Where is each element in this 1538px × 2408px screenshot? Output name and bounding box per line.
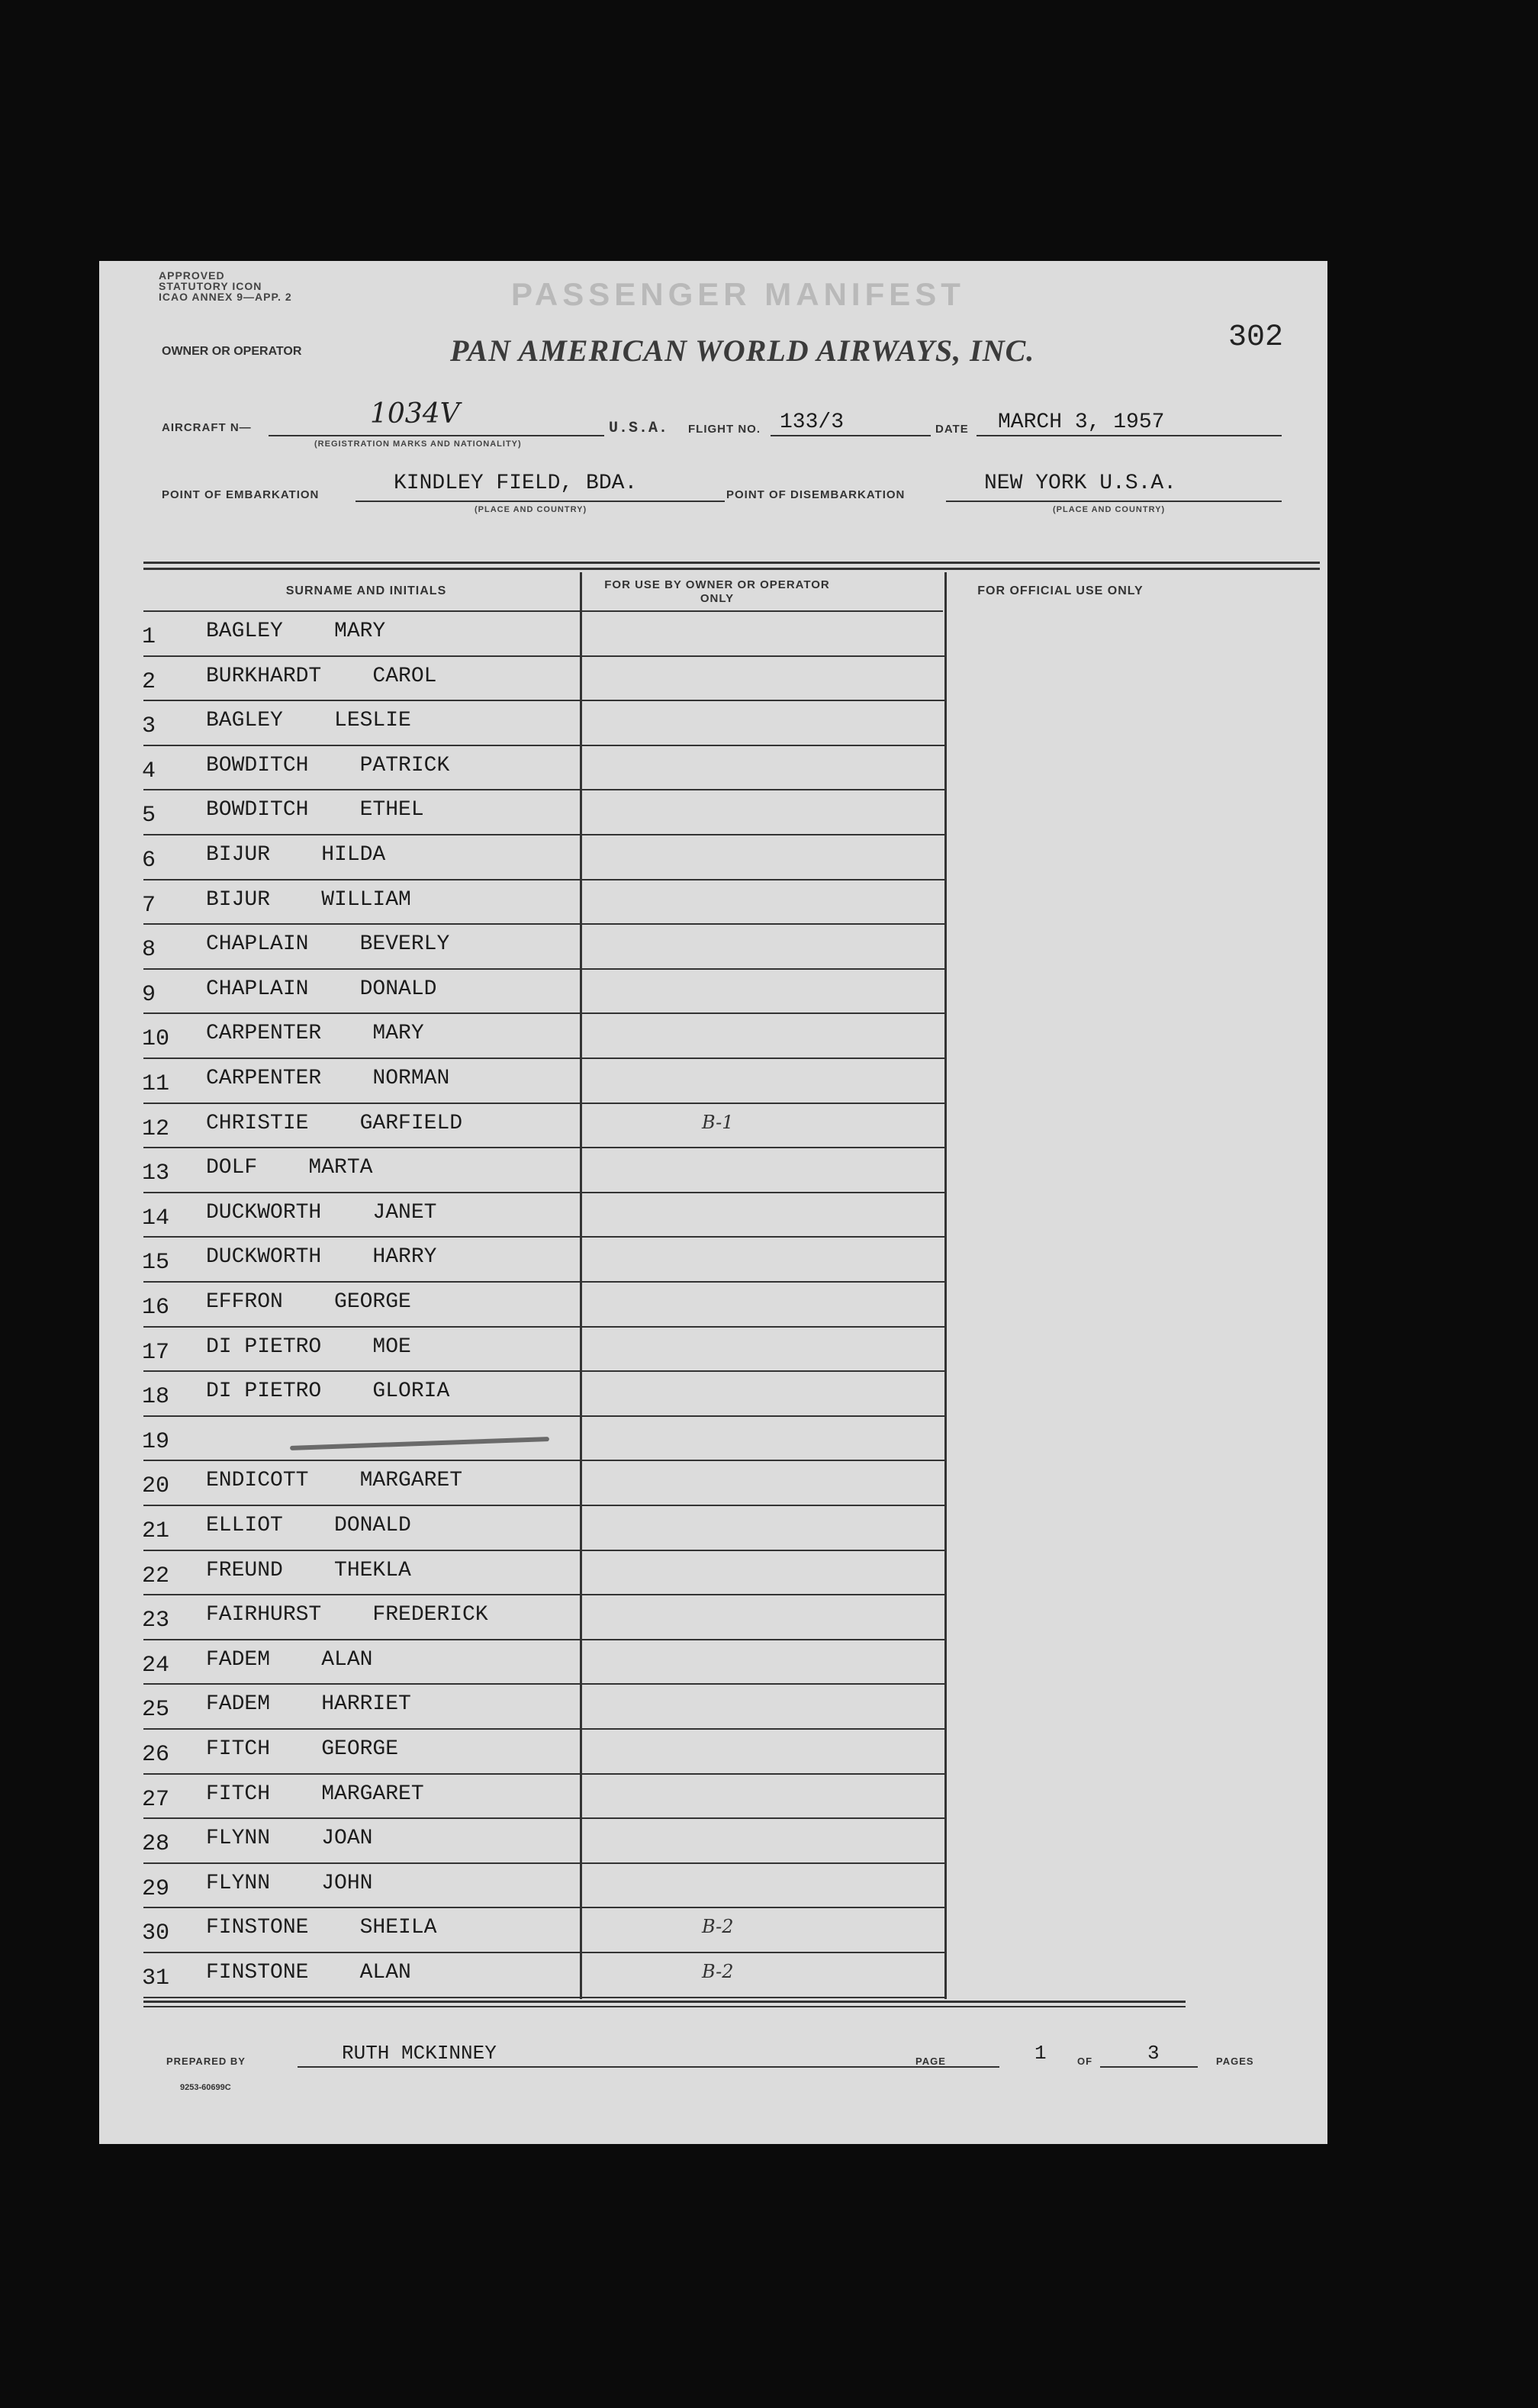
row-rule — [143, 1639, 944, 1640]
passenger-name: CHRISTIE GARFIELD — [206, 1111, 463, 1135]
row-rule — [143, 745, 944, 746]
row-rule — [143, 1192, 944, 1193]
row-rule — [143, 1728, 944, 1730]
passenger-name: DI PIETRO GLORIA — [206, 1379, 450, 1404]
row-number: 16 — [142, 1295, 170, 1321]
row-number: 13 — [142, 1161, 170, 1187]
row-rule — [143, 655, 944, 657]
operator-note: B-1 — [702, 1111, 734, 1133]
prepared-value: RUTH MCKINNEY — [342, 2042, 497, 2065]
date-label: DATE — [935, 423, 969, 436]
passenger-name: FINSTONE SHEILA — [206, 1916, 437, 1940]
row-rule — [143, 1370, 944, 1372]
row-number: 20 — [142, 1473, 170, 1500]
nationality: U.S.A. — [609, 420, 669, 437]
row-number: 2 — [142, 668, 156, 695]
row-number: 18 — [142, 1384, 170, 1411]
row-number: 17 — [142, 1339, 170, 1366]
row-rule — [143, 1058, 944, 1059]
airline-name: PAN AMERICAN WORLD AIRWAYS, INC. — [450, 333, 1035, 368]
row-number: 23 — [142, 1608, 170, 1634]
passenger-name: CARPENTER NORMAN — [206, 1067, 450, 1090]
row-number: 21 — [142, 1518, 170, 1544]
aircraft-underline — [269, 435, 604, 436]
manifest-page — [99, 261, 1327, 2144]
row-rule — [143, 879, 944, 880]
approval-stamp: APPROVED STATUTORY ICON ICAO ANNEX 9—APP. 2 — [159, 269, 292, 303]
surname-column-header: SURNAME AND INITIALS — [285, 584, 447, 597]
embarkation-sublabel: (PLACE AND COUNTRY) — [475, 505, 587, 514]
row-rule — [143, 923, 944, 925]
row-rule — [143, 1594, 944, 1595]
row-number: 12 — [142, 1115, 170, 1142]
row-rule — [143, 1997, 944, 1998]
row-rule — [143, 1550, 944, 1551]
row-number: 24 — [142, 1652, 170, 1679]
passenger-name: CHAPLAIN BEVERLY — [206, 932, 450, 957]
row-rule — [143, 1683, 944, 1685]
official-use-column-header: FOR OFFICIAL USE ONLY — [977, 584, 1144, 597]
row-number: 9 — [142, 981, 156, 1008]
row-rule — [143, 1862, 944, 1864]
prepared-label: PREPARED BY — [166, 2055, 246, 2067]
embarkation-value: KINDLEY FIELD, BDA. — [394, 472, 638, 495]
row-rule — [143, 1505, 944, 1506]
embarkation-label: POINT OF EMBARKATION — [162, 488, 320, 501]
row-number: 28 — [142, 1831, 170, 1858]
row-number: 8 — [142, 937, 156, 964]
row-rule — [143, 700, 944, 701]
flight-value: 133/3 — [780, 410, 845, 434]
flight-label: FLIGHT NO. — [688, 423, 761, 436]
passenger-name: BOWDITCH ETHEL — [206, 798, 424, 823]
of-underline — [1100, 2066, 1198, 2068]
table-top-rule-2 — [143, 568, 1320, 570]
date-value: MARCH 3, 1957 — [998, 410, 1165, 434]
passenger-name: BAGLEY LESLIE — [206, 709, 411, 733]
passenger-name: CARPENTER MARY — [206, 1022, 424, 1046]
column-divider-1 — [580, 572, 582, 1999]
row-number: 15 — [142, 1250, 170, 1276]
row-rule — [143, 1012, 944, 1014]
row-rule — [143, 1817, 944, 1819]
passenger-name: BIJUR WILLIAM — [206, 887, 411, 912]
of-label: OF — [1077, 2055, 1093, 2067]
passenger-name: BOWDITCH PATRICK — [206, 753, 450, 777]
owner-label: OWNER OR OPERATOR — [162, 345, 302, 358]
owner-use-column-header: FOR USE BY OWNER OR OPERATOR ONLY — [604, 578, 830, 605]
aircraft-value: 1034V — [370, 398, 460, 430]
row-number: 5 — [142, 803, 156, 829]
row-rule — [143, 1907, 944, 1908]
row-number: 4 — [142, 758, 156, 784]
passenger-name: DUCKWORTH HARRY — [206, 1245, 437, 1270]
passenger-name: ELLIOT DONALD — [206, 1514, 411, 1537]
row-rule — [143, 1147, 944, 1148]
passenger-name: FINSTONE ALAN — [206, 1961, 411, 1985]
page-value: 1 — [1034, 2042, 1047, 2065]
passenger-name: BURKHARDT CAROL — [206, 664, 437, 688]
passenger-name: DOLF MARTA — [206, 1156, 373, 1180]
disembarkation-value: NEW YORK U.S.A. — [984, 472, 1177, 495]
row-number: 25 — [142, 1697, 170, 1724]
pages-label: PAGES — [1216, 2055, 1254, 2067]
row-number: 11 — [142, 1071, 170, 1097]
row-rule — [143, 1773, 944, 1775]
row-number: 19 — [142, 1428, 170, 1455]
page-stamp: 302 — [1228, 320, 1284, 355]
table-bottom-rule — [143, 2001, 1186, 2003]
row-rule — [143, 968, 944, 970]
passenger-name: DI PIETRO MOE — [206, 1334, 411, 1359]
passenger-name: DUCKWORTH JANET — [206, 1200, 437, 1225]
embarkation-underline — [356, 501, 725, 502]
row-rule — [143, 789, 944, 790]
form-number: 9253-60699C — [180, 2083, 231, 2092]
table-top-rule — [143, 562, 1320, 564]
row-rule — [143, 1236, 944, 1238]
passenger-name: FREUND THEKLA — [206, 1558, 411, 1582]
passenger-name: ENDICOTT MARGARET — [206, 1469, 463, 1493]
passenger-name: FITCH MARGARET — [206, 1782, 424, 1806]
row-number: 31 — [142, 1965, 170, 1991]
row-rule — [143, 1952, 944, 1953]
disembarkation-underline — [946, 501, 1282, 502]
passenger-name: FITCH GEORGE — [206, 1737, 399, 1761]
row-number: 6 — [142, 848, 156, 874]
row-number: 27 — [142, 1786, 170, 1813]
prepared-underline — [298, 2066, 999, 2068]
passenger-name: BAGLEY MARY — [206, 620, 386, 643]
operator-note: B-2 — [702, 1916, 734, 1938]
page-label: PAGE — [915, 2055, 946, 2067]
document-title: PASSENGER MANIFEST — [511, 276, 965, 312]
row-number: 26 — [142, 1742, 170, 1768]
passenger-name: FLYNN JOHN — [206, 1871, 373, 1895]
row-number: 10 — [142, 1026, 170, 1053]
struck-out-entry — [290, 1437, 549, 1450]
aircraft-label: AIRCRAFT N— — [162, 421, 252, 434]
row-rule — [143, 1103, 944, 1104]
passenger-name: BIJUR HILDA — [206, 843, 386, 867]
passenger-name: FADEM ALAN — [206, 1647, 373, 1672]
row-number: 29 — [142, 1875, 170, 1902]
table-bottom-rule-2 — [143, 2006, 1186, 2007]
row-number: 7 — [142, 892, 156, 919]
passenger-name: FAIRHURST FREDERICK — [206, 1603, 488, 1627]
row-number: 3 — [142, 713, 156, 740]
row-number: 22 — [142, 1563, 170, 1589]
row-number: 30 — [142, 1920, 170, 1947]
passenger-name: EFFRON GEORGE — [206, 1290, 411, 1314]
passenger-name: CHAPLAIN DONALD — [206, 977, 437, 1001]
row-rule — [143, 1415, 944, 1417]
registration-sublabel: (REGISTRATION MARKS AND NATIONALITY) — [314, 439, 522, 449]
row-number: 1 — [142, 624, 156, 650]
row-rule — [143, 834, 944, 835]
row-number: 14 — [142, 1205, 170, 1231]
disembarkation-sublabel: (PLACE AND COUNTRY) — [1053, 505, 1166, 514]
of-value: 3 — [1147, 2042, 1160, 2065]
header-bottom-rule — [143, 610, 943, 612]
operator-note: B-2 — [702, 1961, 734, 1982]
row-rule — [143, 1326, 944, 1328]
date-underline — [977, 435, 1282, 436]
row-rule — [143, 1460, 944, 1461]
column-divider-2 — [944, 572, 947, 1999]
row-rule — [143, 1281, 944, 1283]
disembarkation-label: POINT OF DISEMBARKATION — [726, 488, 906, 501]
flight-underline — [771, 435, 931, 436]
passenger-name: FADEM HARRIET — [206, 1692, 411, 1717]
passenger-name: FLYNN JOAN — [206, 1827, 373, 1851]
